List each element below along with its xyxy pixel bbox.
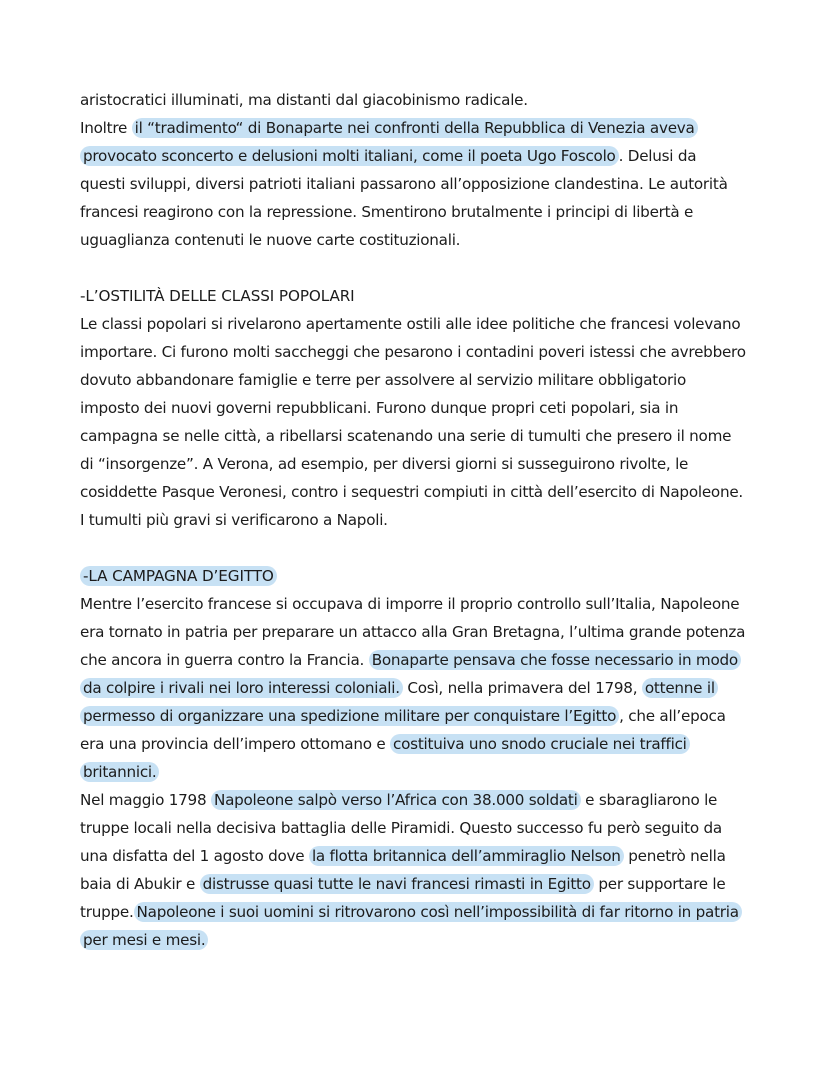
section-heading-egitto — [80, 562, 746, 590]
text-run: Inoltre — [80, 119, 132, 137]
highlighted-text: costituiva uno snodo cruciale nei traffici britannici. — [80, 734, 690, 782]
text-run: Le classi popolari si rivelarono apertamente ostili alle idee politiche che francesi volevano importare. Ci furono molti saccheggi che pesarono i contadini poveri istessi che avrebbero dovuto abbandonare famiglie e terre per assolvere al servizio militare obbligatorio imposto dei nuovi governi repubblicani. Furono dunque propri ceti popolari, sia in campagna se nelle città, a ribellarsi scatenando una serie di tumulti che presero il nome di “insorgenze”. A Verona, ad esempio, per diversi giorni si susseguirono rivolte, le cosiddette Pasque Veronesi, contro i sequestri compiuti in città dell’esercito di Napoleone. I tumulti più gravi si verificarono a Napoli. — [80, 315, 746, 529]
highlighted-text: ottenne il permesso di organizzare una spedizione militare per conquistare l’Egitto — [80, 678, 718, 726]
text-run: e sbaragliarono le truppe locali nella decisiva battaglia delle Piramidi. Questo successo fu però seguito da una disfatta del 1 agosto dove — [80, 791, 722, 865]
paragraph-spedizione — [80, 786, 746, 954]
highlighted-heading: -LA CAMPAGNA D’EGITTO — [80, 566, 277, 586]
paragraph-spacer — [80, 254, 746, 282]
highlighted-text: Napoleone i suoi uomini si ritrovarono così nell’impossibilità di far ritorno in patria per mesi e mesi. — [80, 902, 742, 950]
text-run: Mentre l’esercito francese si occupava di imporre il proprio controllo sull’Italia, Napoleone era tornato in patria per preparare un attacco alla Gran Bretagna, l’ultima grande potenza che ancora in guerra contro la Francia. — [80, 595, 746, 669]
text-run: Così, nella primavera del 1798, — [402, 679, 642, 697]
text-run: . Delusi da questi sviluppi, diversi patrioti italiani passarono all’opposizione clandestina. Le autorità francesi reagirono con la repressione. Smentirono brutalmente i principi di libertà e uguaglianza contenuti le nuove carte costituzionali. — [80, 147, 728, 249]
paragraph-intro — [80, 86, 746, 114]
text-run: per supportare le truppe. — [80, 875, 726, 921]
highlighted-text: distrusse quasi tutte le navi francesi rimasti in Egitto — [200, 874, 594, 894]
text-run: penetrò nella baia di Abukir e — [80, 847, 726, 893]
text-run: aristocratici illuminati, ma distanti dal giacobinismo radicale. — [80, 91, 528, 109]
paragraph-campagna — [80, 590, 746, 786]
text-run: Nel maggio 1798 — [80, 791, 211, 809]
paragraph-classi-popolari — [80, 310, 746, 534]
highlighted-text: Napoleone salpò verso l’Africa con 38.000 soldati — [211, 790, 581, 810]
paragraph-tradimento — [80, 114, 746, 254]
document-body — [80, 86, 746, 954]
section-heading-ostilita: -L’OSTILITÀ DELLE CLASSI POPOLARI — [80, 287, 355, 305]
paragraph-spacer — [80, 534, 746, 562]
highlighted-text: Bonaparte pensava che fosse necessario in modo da colpire i rivali nei loro interessi coloniali. — [80, 650, 741, 698]
highlighted-text: il “tradimento“ di Bonaparte nei confronti della Repubblica di Venezia aveva provocato sconcerto e delusioni molti italiani, come il poeta Ugo Foscolo — [80, 118, 698, 166]
text-run: , che all’epoca era una provincia dell’impero ottomano e — [80, 707, 726, 753]
highlighted-text: la flotta britannica dell’ammiraglio Nelson — [309, 846, 624, 866]
